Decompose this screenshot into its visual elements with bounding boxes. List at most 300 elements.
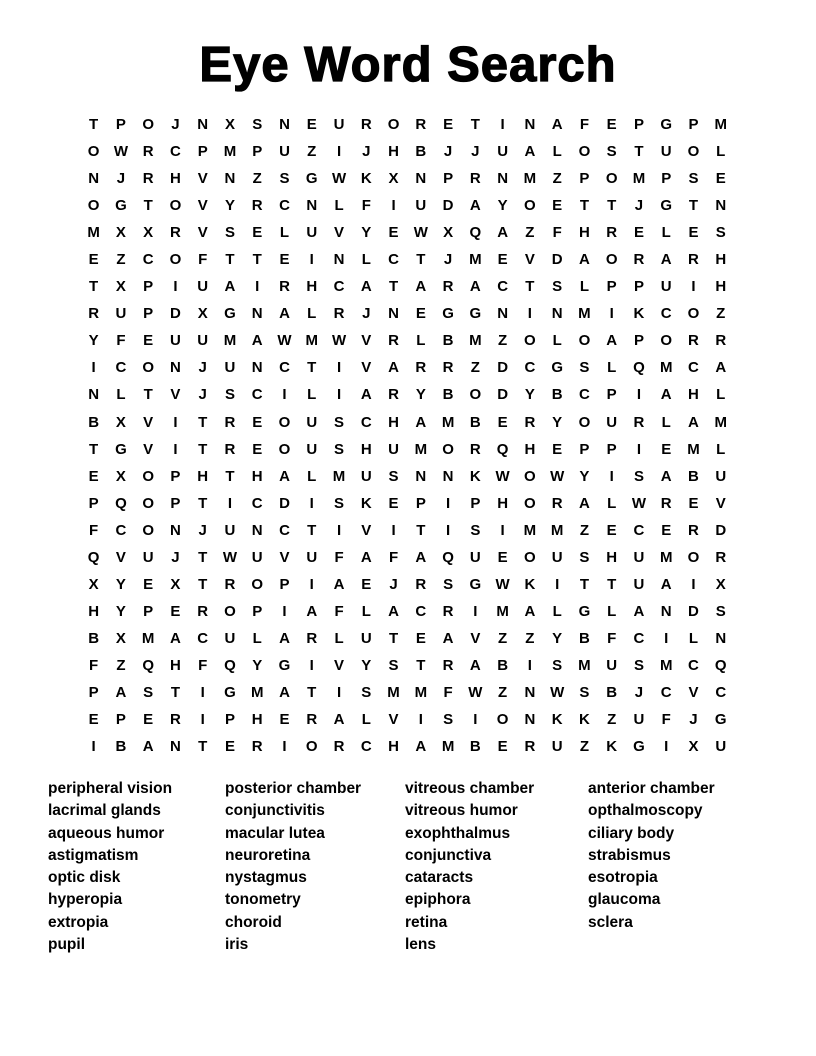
grid-letter: M bbox=[141, 629, 155, 647]
grid-letter: S bbox=[443, 575, 454, 593]
grid-letter: D bbox=[170, 305, 181, 323]
grid-letter: P bbox=[143, 305, 154, 323]
grid-letter: C bbox=[115, 359, 127, 377]
grid-letter: V bbox=[334, 656, 345, 674]
grid-letter: X bbox=[197, 305, 208, 323]
grid-letter: F bbox=[334, 602, 344, 620]
grid-letter: I bbox=[664, 629, 669, 647]
grid-letter: X bbox=[224, 116, 235, 134]
grid-letter: S bbox=[552, 278, 563, 296]
grid-letter: I bbox=[473, 711, 478, 729]
grid-letter: V bbox=[388, 711, 399, 729]
page-title: Eye Word Search bbox=[199, 38, 617, 92]
grid-letter: C bbox=[715, 684, 727, 701]
grid-letter: S bbox=[579, 359, 590, 377]
word-list-item: peripheral vision bbox=[48, 780, 173, 797]
grid-letter: J bbox=[443, 143, 453, 161]
grid-letter: B bbox=[578, 629, 590, 647]
grid-letter: R bbox=[142, 143, 154, 161]
grid-letter: O bbox=[87, 143, 100, 161]
grid-letter: R bbox=[415, 575, 427, 593]
grid-letter: X bbox=[115, 467, 126, 485]
grid-letter: E bbox=[415, 305, 426, 323]
grid-letter: X bbox=[88, 575, 99, 593]
grid-letter: U bbox=[306, 413, 318, 431]
grid-letter: I bbox=[609, 467, 614, 485]
grid-letter: C bbox=[633, 521, 645, 539]
grid-letter: N bbox=[279, 116, 290, 134]
grid-letter: Y bbox=[224, 197, 235, 215]
grid-letter: R bbox=[333, 738, 345, 756]
grid-letter: E bbox=[88, 251, 99, 269]
grid-letter: M bbox=[441, 413, 455, 431]
grid-letter: Z bbox=[716, 305, 726, 323]
word-list-item: nystagmus bbox=[225, 869, 307, 887]
grid-letter: S bbox=[552, 656, 563, 674]
grid-letter: E bbox=[252, 440, 263, 458]
grid-letter: D bbox=[688, 602, 699, 620]
grid-letter: A bbox=[524, 602, 536, 620]
grid-letter: V bbox=[197, 170, 208, 188]
grid-letter: P bbox=[224, 711, 235, 729]
grid-letter: P bbox=[470, 494, 481, 512]
grid-letter: G bbox=[469, 575, 482, 593]
grid-letter: U bbox=[224, 521, 236, 539]
grid-letter: R bbox=[224, 413, 236, 431]
grid-letter: I bbox=[227, 494, 233, 512]
grid-letter: E bbox=[170, 602, 181, 620]
grid-letter: S bbox=[143, 684, 154, 701]
grid-letter: T bbox=[198, 413, 208, 431]
grid-letter: R bbox=[360, 116, 372, 134]
grid-letter: Y bbox=[552, 629, 563, 647]
grid-letter: U bbox=[306, 548, 318, 566]
grid-letter: H bbox=[170, 656, 181, 674]
grid-letter: Z bbox=[525, 629, 535, 647]
grid-letter: L bbox=[416, 332, 426, 350]
grid-letter: L bbox=[116, 386, 126, 404]
grid-letter: I bbox=[500, 116, 505, 134]
grid-letter: N bbox=[88, 386, 100, 404]
word-list-item: vitreous humor bbox=[405, 802, 518, 820]
grid-letter: R bbox=[524, 738, 536, 756]
grid-letter: Y bbox=[524, 386, 535, 404]
grid-letter: Z bbox=[607, 711, 617, 729]
grid-letter: H bbox=[688, 386, 699, 404]
grid-letter: O bbox=[278, 440, 291, 458]
grid-letter: N bbox=[251, 359, 263, 377]
word-list-item: anterior chamber bbox=[588, 780, 715, 797]
grid-letter: I bbox=[527, 656, 532, 674]
grid-letter: S bbox=[606, 143, 617, 161]
grid-letter: B bbox=[688, 467, 699, 485]
grid-letter: N bbox=[306, 197, 318, 215]
grid-letter: S bbox=[715, 224, 726, 242]
grid-letter: I bbox=[391, 521, 396, 539]
grid-letter: O bbox=[387, 116, 400, 134]
grid-letter: P bbox=[170, 494, 181, 512]
grid-letter: M bbox=[714, 116, 727, 134]
grid-letter: U bbox=[251, 548, 263, 566]
grid-letter: G bbox=[660, 116, 673, 134]
grid-letter: A bbox=[306, 602, 318, 620]
grid-letter: L bbox=[307, 467, 317, 485]
grid-letter: A bbox=[251, 332, 263, 350]
grid-letter: W bbox=[495, 575, 510, 593]
grid-letter: W bbox=[277, 332, 292, 350]
grid-letter: G bbox=[278, 656, 291, 674]
grid-letter: Z bbox=[307, 143, 317, 161]
grid-letter: O bbox=[660, 332, 673, 350]
grid-letter: N bbox=[551, 305, 563, 323]
grid-letter: Y bbox=[497, 197, 508, 215]
grid-letter: O bbox=[687, 305, 700, 323]
grid-letter: T bbox=[198, 575, 208, 593]
grid-letter: G bbox=[305, 170, 318, 188]
grid-letter: L bbox=[307, 305, 317, 323]
grid-letter: H bbox=[251, 711, 263, 729]
grid-letter: F bbox=[198, 656, 208, 674]
grid-letter: U bbox=[333, 116, 345, 134]
grid-letter: L bbox=[552, 143, 562, 161]
grid-letter: E bbox=[552, 440, 563, 458]
grid-letter: Y bbox=[115, 575, 126, 593]
grid-letter: C bbox=[388, 251, 399, 269]
word-list-item: choroid bbox=[225, 913, 282, 931]
word-list-item: posterior chamber bbox=[225, 780, 362, 797]
grid-letter: U bbox=[360, 629, 372, 647]
grid-letter: L bbox=[307, 386, 317, 404]
word-list-item: tonometry bbox=[225, 891, 301, 909]
grid-letter: O bbox=[687, 548, 700, 566]
word-list-item: optic disk bbox=[48, 869, 121, 887]
grid-letter: L bbox=[361, 602, 371, 620]
grid-letter: Y bbox=[361, 224, 372, 242]
grid-letter: B bbox=[442, 332, 454, 350]
grid-letter: V bbox=[143, 413, 154, 431]
grid-letter: T bbox=[579, 575, 589, 593]
grid-letter: X bbox=[715, 575, 726, 593]
grid-letter: M bbox=[469, 251, 482, 269]
grid-letter: S bbox=[470, 521, 481, 539]
grid-letter: H bbox=[251, 467, 263, 485]
grid-letter: O bbox=[142, 467, 154, 485]
grid-letter: A bbox=[360, 278, 372, 296]
grid-letter: R bbox=[442, 602, 454, 620]
grid-letter: O bbox=[469, 386, 482, 404]
grid-letter: N bbox=[497, 305, 509, 323]
grid-letter: T bbox=[89, 278, 99, 296]
grid-letter: M bbox=[659, 359, 673, 377]
grid-letter: L bbox=[552, 332, 562, 350]
grid-letter: I bbox=[91, 359, 96, 377]
grid-letter: P bbox=[579, 440, 590, 458]
grid-letter: B bbox=[497, 656, 509, 674]
grid-letter: P bbox=[579, 170, 590, 188]
grid-letter: B bbox=[469, 413, 481, 431]
grid-letter: N bbox=[170, 359, 181, 377]
grid-letter: E bbox=[552, 197, 563, 215]
grid-letter: E bbox=[143, 332, 154, 350]
grid-letter: R bbox=[224, 440, 236, 458]
grid-letter: A bbox=[524, 143, 536, 161]
word-list-item: strabismus bbox=[588, 846, 671, 864]
word-list-column bbox=[48, 778, 172, 956]
grid-letter: N bbox=[170, 521, 181, 539]
word-list-item: epiphora bbox=[405, 891, 471, 909]
grid-letter: M bbox=[305, 332, 318, 350]
grid-letter: E bbox=[688, 494, 699, 512]
grid-letter: R bbox=[88, 305, 100, 323]
grid-letter: Q bbox=[115, 494, 127, 512]
grid-letter: A bbox=[551, 116, 563, 134]
grid-letter: R bbox=[170, 224, 181, 242]
grid-letter: X bbox=[115, 629, 126, 647]
grid-letter: M bbox=[687, 440, 700, 458]
grid-letter: A bbox=[660, 575, 672, 593]
grid-letter: Y bbox=[361, 656, 372, 674]
word-list-item: exophthalmus bbox=[405, 824, 511, 842]
grid-letter: T bbox=[89, 116, 99, 134]
grid-letter: V bbox=[470, 629, 481, 647]
grid-letter: A bbox=[170, 629, 181, 647]
grid-letter: W bbox=[495, 467, 510, 485]
grid-letter: N bbox=[415, 467, 427, 485]
grid-letter: V bbox=[361, 521, 372, 539]
grid-letter: Q bbox=[442, 548, 454, 566]
grid-letter: P bbox=[415, 494, 426, 512]
grid-letter: R bbox=[660, 494, 672, 512]
grid-letter: H bbox=[360, 440, 372, 458]
grid-letter: Y bbox=[115, 602, 126, 620]
grid-letter: T bbox=[607, 197, 617, 215]
grid-letter: M bbox=[659, 548, 673, 566]
grid-letter: W bbox=[550, 684, 565, 701]
grid-letter: E bbox=[88, 711, 99, 729]
grid-letter: S bbox=[715, 602, 726, 620]
grid-letter: I bbox=[309, 251, 314, 269]
grid-letter: J bbox=[198, 386, 207, 404]
grid-letter: T bbox=[225, 467, 235, 485]
grid-letter: M bbox=[523, 170, 537, 188]
word-list-item: glaucoma bbox=[588, 891, 661, 909]
grid-letter: U bbox=[279, 143, 290, 161]
grid-letter: I bbox=[446, 494, 451, 512]
grid-letter: P bbox=[88, 684, 99, 701]
grid-letter: Y bbox=[88, 332, 99, 350]
grid-letter: N bbox=[524, 711, 536, 729]
grid-letter: L bbox=[334, 197, 344, 215]
grid-letter: I bbox=[282, 738, 287, 756]
grid-letter: O bbox=[142, 521, 154, 539]
grid-letter: T bbox=[579, 197, 589, 215]
word-list-item: vitreous chamber bbox=[405, 780, 535, 797]
grid-letter: X bbox=[115, 278, 126, 296]
grid-letter: S bbox=[388, 656, 399, 674]
grid-letter: L bbox=[716, 386, 726, 404]
grid-letter: O bbox=[169, 197, 182, 215]
grid-letter: S bbox=[334, 494, 345, 512]
grid-letter: V bbox=[361, 359, 372, 377]
grid-letter: C bbox=[660, 305, 672, 323]
word-list-item: macular lutea bbox=[225, 824, 325, 842]
grid-letter: A bbox=[279, 467, 290, 485]
grid-letter: E bbox=[688, 224, 699, 242]
grid-letter: U bbox=[469, 548, 481, 566]
grid-letter: I bbox=[309, 494, 314, 512]
grid-letter: A bbox=[442, 629, 454, 647]
grid-letter: I bbox=[336, 684, 342, 701]
grid-letter: I bbox=[336, 386, 342, 404]
word-list-item: extropia bbox=[48, 913, 109, 931]
grid-letter: G bbox=[714, 711, 727, 729]
grid-letter: O bbox=[87, 197, 100, 215]
grid-letter: W bbox=[631, 494, 647, 512]
grid-letter: O bbox=[305, 738, 318, 756]
grid-letter: U bbox=[715, 738, 727, 756]
grid-letter: R bbox=[251, 738, 263, 756]
grid-letter: M bbox=[441, 738, 455, 756]
grid-letter: V bbox=[361, 332, 372, 350]
grid-letter: C bbox=[415, 602, 427, 620]
grid-letter: N bbox=[333, 251, 345, 269]
grid-letter: T bbox=[525, 278, 535, 296]
grid-letter: V bbox=[334, 224, 345, 242]
grid-letter: M bbox=[223, 143, 237, 161]
grid-letter: O bbox=[142, 494, 154, 512]
grid-letter: R bbox=[224, 575, 236, 593]
grid-letter: D bbox=[497, 386, 509, 404]
grid-letter: M bbox=[469, 332, 482, 350]
grid-letter: I bbox=[336, 143, 342, 161]
grid-letter: Z bbox=[525, 224, 535, 242]
grid-letter: J bbox=[443, 251, 453, 269]
grid-letter: A bbox=[360, 386, 372, 404]
grid-letter: O bbox=[687, 143, 700, 161]
grid-letter: T bbox=[198, 440, 208, 458]
grid-letter: J bbox=[198, 521, 207, 539]
grid-letter: M bbox=[496, 602, 509, 620]
grid-letter: G bbox=[115, 440, 127, 458]
grid-letter: A bbox=[469, 656, 481, 674]
grid-letter: G bbox=[578, 602, 591, 620]
word-list-item: retina bbox=[405, 913, 448, 931]
grid-letter: G bbox=[224, 305, 236, 323]
grid-letter: M bbox=[332, 467, 346, 485]
grid-letter: M bbox=[414, 684, 428, 701]
grid-letter: O bbox=[524, 548, 536, 566]
grid-letter: P bbox=[115, 116, 126, 134]
grid-letter: O bbox=[524, 494, 536, 512]
grid-letter: V bbox=[197, 197, 208, 215]
letter-grid bbox=[80, 111, 734, 760]
grid-letter: O bbox=[224, 602, 236, 620]
grid-letter: E bbox=[606, 521, 617, 539]
grid-letter: Z bbox=[498, 684, 508, 701]
grid-letter: U bbox=[715, 467, 727, 485]
grid-letter: U bbox=[224, 629, 236, 647]
grid-letter: N bbox=[388, 305, 399, 323]
grid-letter: A bbox=[115, 684, 127, 701]
grid-letter: I bbox=[555, 575, 560, 593]
word-list-item: sclera bbox=[588, 913, 633, 931]
grid-letter: G bbox=[633, 738, 645, 756]
grid-letter: M bbox=[250, 684, 264, 701]
grid-letter: Q bbox=[469, 224, 482, 242]
grid-letter: O bbox=[605, 170, 618, 188]
grid-letter: T bbox=[198, 494, 208, 512]
grid-letter: N bbox=[442, 467, 454, 485]
grid-letter: R bbox=[688, 332, 699, 350]
grid-letter: T bbox=[170, 684, 181, 701]
grid-letter: U bbox=[633, 711, 645, 729]
grid-letter: A bbox=[606, 332, 618, 350]
grid-letter: S bbox=[224, 386, 235, 404]
grid-letter: S bbox=[224, 224, 235, 242]
grid-letter: Z bbox=[470, 359, 480, 377]
grid-letter: E bbox=[143, 711, 154, 729]
grid-letter: P bbox=[252, 602, 263, 620]
grid-letter: F bbox=[334, 548, 344, 566]
grid-letter: I bbox=[173, 278, 178, 296]
grid-letter: H bbox=[88, 602, 100, 620]
grid-letter: J bbox=[362, 143, 371, 161]
grid-letter: T bbox=[198, 548, 208, 566]
grid-letter: O bbox=[578, 332, 591, 350]
grid-letter: F bbox=[89, 521, 99, 539]
grid-letter: S bbox=[279, 170, 290, 188]
grid-letter: E bbox=[388, 494, 399, 512]
grid-letter: I bbox=[636, 440, 642, 458]
word-list-item: conjunctiva bbox=[405, 846, 492, 864]
grid-letter: M bbox=[659, 656, 673, 674]
grid-letter: E bbox=[88, 467, 99, 485]
grid-letter: J bbox=[689, 711, 698, 729]
word-list-item: neuroretina bbox=[225, 846, 311, 864]
grid-letter: H bbox=[170, 170, 181, 188]
grid-letter: R bbox=[551, 494, 563, 512]
grid-letter: N bbox=[715, 197, 727, 215]
grid-letter: V bbox=[715, 494, 726, 512]
grid-letter: F bbox=[388, 548, 399, 566]
grid-letter: H bbox=[388, 143, 399, 161]
grid-letter: U bbox=[606, 413, 618, 431]
grid-letter: U bbox=[660, 278, 672, 296]
grid-letter: O bbox=[578, 143, 591, 161]
grid-letter: S bbox=[252, 116, 263, 134]
grid-letter: B bbox=[551, 386, 563, 404]
grid-letter: L bbox=[334, 629, 344, 647]
grid-letter: D bbox=[715, 521, 727, 539]
grid-letter: G bbox=[442, 305, 454, 323]
grid-letter: Z bbox=[116, 656, 126, 674]
grid-letter: U bbox=[197, 332, 209, 350]
grid-letter: H bbox=[306, 278, 318, 296]
grid-letter: C bbox=[360, 738, 372, 756]
grid-letter: R bbox=[524, 413, 536, 431]
grid-letter: L bbox=[361, 251, 371, 269]
grid-letter: H bbox=[524, 440, 536, 458]
grid-letter: I bbox=[282, 386, 287, 404]
grid-letter: Z bbox=[579, 521, 589, 539]
grid-letter: Z bbox=[498, 629, 508, 647]
grid-letter: J bbox=[471, 143, 480, 161]
grid-letter: B bbox=[442, 386, 454, 404]
word-list-item: cataracts bbox=[405, 869, 474, 887]
grid-letter: C bbox=[497, 278, 509, 296]
word-list-column bbox=[588, 778, 715, 934]
grid-letter: C bbox=[251, 494, 263, 512]
